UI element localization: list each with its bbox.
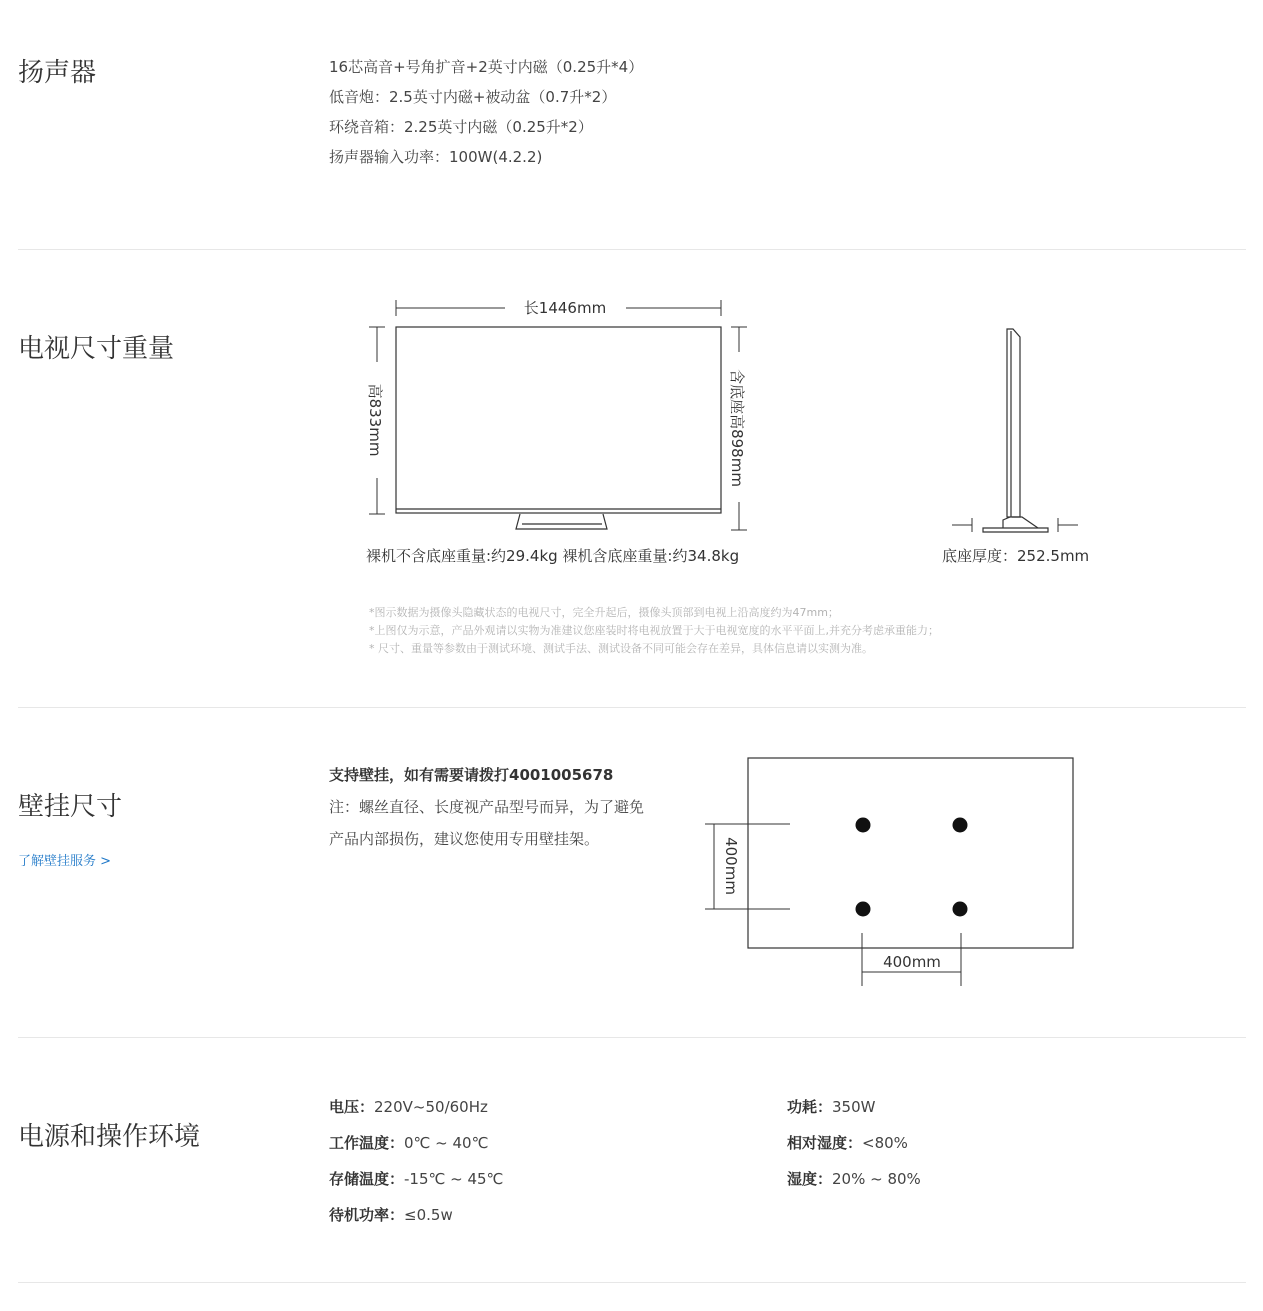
length-label: 长1446mm	[523, 299, 607, 317]
base-depth-label: 底座厚度：252.5mm	[942, 547, 1090, 565]
dimension-note: * 尺寸、重量等参数由于测试环境、测试手法、测试设备不同可能会存在差异，具体信息请以实测为准。	[369, 642, 873, 655]
wall-mount-diagram	[0, 700, 1263, 1000]
mount-hole	[856, 818, 871, 833]
spec-value: -15℃ ~ 45℃	[404, 1170, 504, 1188]
speaker-section-title: 扬声器	[18, 58, 97, 88]
section-divider	[18, 1282, 1246, 1283]
power-spec-standby	[329, 1204, 453, 1225]
power-spec-relative-humidity	[787, 1132, 908, 1153]
spec-key: 存储温度：	[329, 1170, 405, 1188]
power-spec-storage-temp	[329, 1168, 503, 1189]
wall-mount-service-link[interactable]: 了解壁挂服务 >	[18, 854, 112, 869]
spec-value: 350W	[832, 1098, 876, 1116]
spec-key: 工作温度：	[329, 1134, 405, 1152]
horizontal-mount-label: 400mm	[883, 953, 941, 971]
dimension-note: *上图仅为示意，产品外观请以实物为准建议您座装时将电视放置于大于电视宽度的水平平面上,并充分考虑承重能力；	[369, 624, 939, 637]
spec-value: 220V~50/60Hz	[374, 1098, 488, 1116]
base-depth-dimension-line	[952, 518, 1078, 532]
spec-key: 功耗：	[787, 1098, 833, 1116]
spec-key: 湿度：	[787, 1170, 833, 1188]
power-section-title: 电源和操作环境	[18, 1122, 201, 1152]
speaker-spec-line: 扬声器输入功率：100W(4.2.2)	[329, 148, 543, 166]
dimension-note: *图示数据为摄像头隐藏状态的电视尺寸，完全升起后，摄像头顶部到电视上沿高度约为47mm；	[369, 606, 839, 619]
spec-value: 0℃ ~ 40℃	[404, 1134, 489, 1152]
wall-mount-panel-outline	[748, 758, 1073, 948]
power-spec-voltage	[329, 1096, 488, 1117]
wall-mount-note-line: 注：螺丝直径、长度视产品型号而异，为了避免	[329, 798, 645, 816]
spec-value: 20% ~ 80%	[832, 1170, 921, 1188]
mount-hole	[953, 818, 968, 833]
spec-value: ≤0.5w	[404, 1206, 453, 1224]
spec-key: 待机功率：	[329, 1206, 405, 1224]
weight-label: 裸机不含底座重量:约29.4kg 裸机含底座重量:约34.8kg	[366, 547, 740, 565]
tv-front-outline	[396, 327, 721, 529]
mount-hole	[953, 902, 968, 917]
tv-side-outline	[983, 329, 1048, 532]
vertical-mount-label: 400mm	[722, 837, 740, 895]
spec-key: 相对湿度：	[787, 1134, 863, 1152]
power-spec-operating-temp	[329, 1132, 488, 1153]
dimensions-section-title: 电视尺寸重量	[18, 334, 175, 364]
speaker-spec-line: 环绕音箱：2.25英寸内磁（0.25升*2）	[329, 118, 593, 136]
mount-hole	[856, 902, 871, 917]
wall-mount-headline: 支持壁挂，如有需要请拨打4001005678	[329, 766, 614, 784]
power-spec-consumption	[787, 1096, 875, 1117]
spec-key: 电压：	[329, 1098, 375, 1116]
speaker-spec-line: 低音炮：2.5英寸内磁+被动盆（0.7升*2）	[329, 88, 617, 106]
spec-value: <80%	[862, 1134, 908, 1152]
height-with-base-label: 含底座高898mm	[728, 369, 746, 487]
speaker-spec-line: 16芯高音+号角扩音+2英寸内磁（0.25升*4）	[329, 58, 644, 76]
height-label: 高833mm	[366, 383, 384, 457]
wall-mount-section-title: 壁挂尺寸	[18, 792, 123, 822]
wall-mount-note-line: 产品内部损伤，建议您使用专用壁挂架。	[329, 830, 600, 848]
power-spec-humidity	[787, 1168, 921, 1189]
section-divider	[18, 1037, 1246, 1038]
